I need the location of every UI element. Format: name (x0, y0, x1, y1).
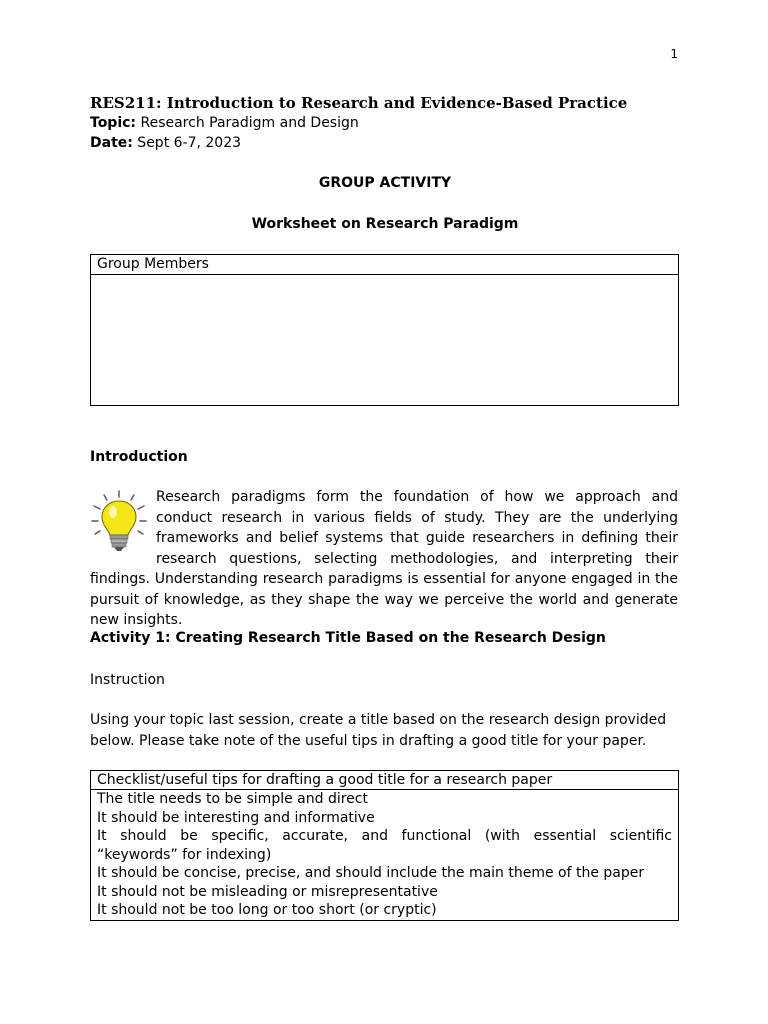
activity-heading: GROUP ACTIVITY (318, 175, 452, 191)
tips-item: It should not be too long or too short (or cryptic) (97, 902, 437, 918)
course-title: RES211: Introduction to Research and Evidence-Based Practice (90, 94, 628, 112)
date-label: Date: (90, 135, 133, 151)
instruction-text: Using your topic last session, create a title based on the research design provided below. Please take note of the useful tips in drafting a good title for your paper. (90, 712, 667, 749)
date-value: Sept 6-7, 2023 (132, 135, 242, 151)
tips-item: It should be concise, precise, and should include the main theme of the paper (97, 865, 645, 881)
topic-value: Research Paradigm and Design (136, 115, 359, 131)
group-members-box (90, 254, 679, 406)
tips-item: It should be interesting and informative (97, 809, 375, 826)
topic-label: Topic: (90, 115, 137, 131)
tips-item: It should not be misleading or misrepresentative (97, 883, 438, 900)
group-members-header: Group Members (91, 255, 678, 275)
activity1-heading: Activity 1: Creating Research Title Based on the Research Design (90, 630, 606, 646)
lightbulb-icon (90, 489, 148, 555)
tips-item: The title needs to be simple and direct (97, 791, 368, 807)
group-members-entry-area[interactable] (91, 275, 678, 405)
topic-line (90, 113, 680, 133)
document-header (90, 93, 680, 153)
date-line (90, 133, 680, 153)
tips-table (90, 770, 679, 921)
worksheet-title: Worksheet on Research Paradigm (251, 216, 519, 232)
tips-item: It should be specific, accurate, and functional (with essential scientific “keywords” for indexing) (97, 828, 672, 863)
page-number: 1 (670, 47, 678, 61)
introduction-paragraph (90, 487, 678, 631)
introduction-body: Research paradigms form the foundation of how we approach and conduct research in various fields of study. They are the underlying frameworks and belief systems that guide researchers in defining their research questions, selecting methodologies, and interpreting their findings. Understanding research paradigms is essential for anyone engaged in the pursuit of knowledge, as they shape the way we perceive the world and generate new insights. (90, 489, 678, 628)
tips-table-header: Checklist/useful tips for drafting a good title for a research paper (91, 771, 678, 790)
introduction-heading: Introduction (90, 449, 188, 465)
instruction-label: Instruction (90, 672, 165, 688)
